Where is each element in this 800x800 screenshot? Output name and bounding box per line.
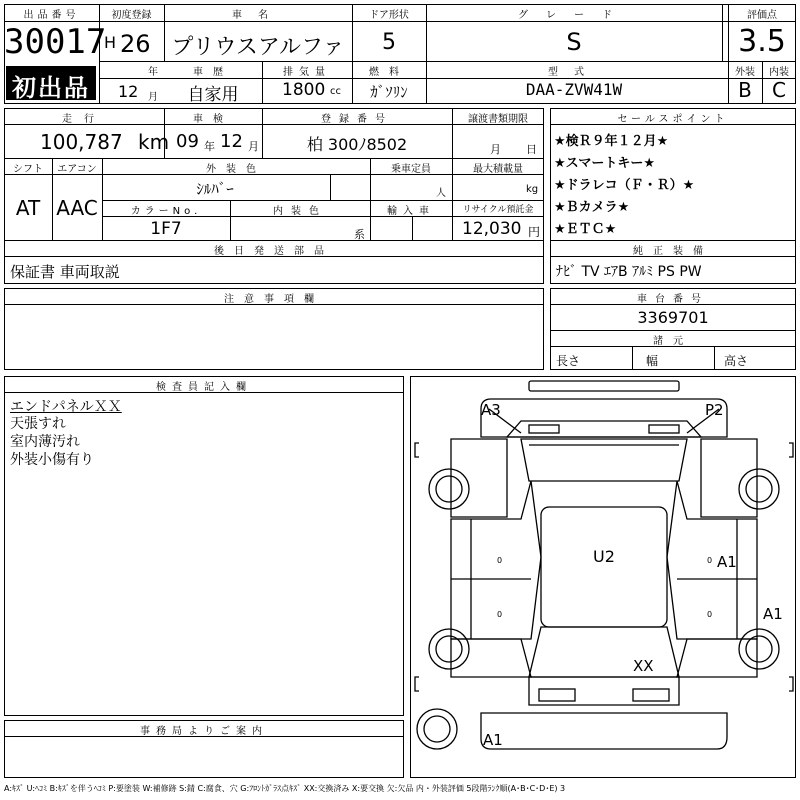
shift: AT xyxy=(15,196,41,220)
ext-color: ｼﾙﾊﾞｰ xyxy=(196,180,234,198)
transfer-day-unit: 日 xyxy=(526,143,537,156)
color-no-label: カラーNo. xyxy=(130,206,202,217)
svg-text:0: 0 xyxy=(497,610,503,619)
sales-point: ★ドラレコ（Ｆ・Ｒ）★ xyxy=(554,178,695,193)
transfer-month-unit: 月 xyxy=(490,143,501,156)
max-load-label: 最大積載量 xyxy=(473,164,523,175)
plate-label: 登録番号 xyxy=(321,114,393,125)
caution-label: 注意事項欄 xyxy=(224,294,324,305)
displacement: 1800 xyxy=(282,80,326,100)
reg-month: 12 xyxy=(118,82,139,101)
damage-mark-rear-bumper: A1 xyxy=(483,731,503,749)
inspection-month-unit: 月 xyxy=(248,140,259,153)
transfer-label: 譲渡書類期限 xyxy=(468,114,528,125)
inspection-year: 09 xyxy=(176,131,199,152)
reg-year-unit: 年 xyxy=(148,67,158,78)
model: DAA-ZVW41W xyxy=(525,80,623,99)
mileage-label: 走行 xyxy=(62,114,106,125)
sales-point: ★検Ｒ９年１２月★ xyxy=(554,134,669,149)
recycle-amount: 12,030 xyxy=(462,219,522,239)
width-label: 幅 xyxy=(646,354,659,368)
car-outline xyxy=(411,377,797,779)
history-label: 車歴 xyxy=(193,67,233,78)
equipment: ﾅﾋﾞ TV ｴｱB ｱﾙﾐ PS PW xyxy=(556,264,702,280)
inspector-note: 天張すれ xyxy=(10,416,66,432)
mileage: 100,787 xyxy=(40,130,123,154)
car-name: プリウスアルファ xyxy=(171,35,345,60)
exterior-label: 外装 xyxy=(735,67,755,78)
import-label: 輸入車 xyxy=(387,206,435,217)
int-color-unit: 系 xyxy=(354,228,365,241)
car-name-label: 車名 xyxy=(232,10,284,21)
reg-year: 26 xyxy=(120,30,151,58)
ac: AAC xyxy=(56,196,98,220)
first-listing-text: 初出品 xyxy=(12,74,90,102)
ac-label: エアコン xyxy=(57,164,97,175)
displacement-label: 排気量 xyxy=(283,67,331,78)
interior-label: 内装 xyxy=(769,67,789,78)
equipment-label: 純正装備 xyxy=(633,246,713,257)
legend: A:ｷｽﾞ U:ﾍｺﾐ B:ｷｽﾞを伴うﾍｺﾐ P:要塗装 W:補修跡 S:錆 C:腐食、穴 G:ﾌﾛﾝﾄｶﾞﾗｽ点ｷｽﾞ XX:交換済み X:要交換 欠:欠品 内・外装評価 5段階ﾗﾝｸ順(A･B･C･D･E) 3 xyxy=(4,784,566,793)
inspector-label: 検査員記入欄 xyxy=(156,382,252,393)
svg-text:0: 0 xyxy=(707,556,713,565)
inspector-note: エンドパネルＸＸ xyxy=(10,399,122,415)
inspector-note: 室内薄汚れ xyxy=(10,434,80,450)
capacity-label: 乗車定員 xyxy=(391,164,431,175)
later-parts: 保証書 車両取説 xyxy=(10,263,120,281)
specs-label: 諸元 xyxy=(653,336,693,347)
grade-label: グレード xyxy=(518,10,630,21)
ext-color-label: 外装色 xyxy=(206,164,266,175)
shift-label: シフト xyxy=(13,164,43,175)
sales-points-list xyxy=(550,126,796,240)
sales-point: ★ＥＴＣ★ xyxy=(554,222,617,237)
reg-era: H xyxy=(104,33,117,52)
lot-no-label: 出品番号 xyxy=(23,10,80,21)
int-color-label: 内装色 xyxy=(273,206,327,217)
displacement-unit: cc xyxy=(330,86,341,97)
reg-month-unit: 月 xyxy=(148,92,158,103)
svg-text:0: 0 xyxy=(497,556,503,565)
max-load-unit: kg xyxy=(526,184,539,195)
model-label: 型式 xyxy=(548,67,600,78)
chassis-number: 3369701 xyxy=(637,308,709,327)
car-diagram xyxy=(410,376,796,778)
grade: S xyxy=(566,28,582,56)
exterior-score: B xyxy=(738,78,752,102)
later-parts-label: 後日発送部品 xyxy=(214,246,334,257)
recycle-label: リサイクル預託金 xyxy=(462,205,534,215)
inspection-month: 12 xyxy=(220,131,243,152)
sales-point: ★Ｂカメラ★ xyxy=(554,200,630,215)
capacity-unit: 人 xyxy=(436,188,446,199)
inspector-note: 外装小傷有り xyxy=(10,452,94,468)
inspection-label: 車検 xyxy=(193,114,233,125)
sales-points-label: セールスポイント xyxy=(617,114,729,125)
damage-mark-right-quarter: A1 xyxy=(763,605,783,623)
sales-point: ★スマートキー★ xyxy=(554,156,656,171)
history: 自家用 xyxy=(187,85,239,105)
svg-text:0: 0 xyxy=(707,610,713,619)
interior-score: C xyxy=(772,78,786,102)
inspection-year-unit: 年 xyxy=(204,140,215,153)
color-no: 1F7 xyxy=(150,219,182,239)
length-label: 長さ xyxy=(556,354,581,368)
damage-mark-roof: U2 xyxy=(593,547,615,566)
damage-mark-front-left: A3 xyxy=(481,401,501,419)
office-label: 事務局よりご案内 xyxy=(140,726,268,737)
door-type: 5 xyxy=(382,30,396,55)
score: 3.5 xyxy=(738,24,786,59)
fuel-label: 燃料 xyxy=(369,67,409,78)
damage-mark-rear-panel: XX xyxy=(633,657,654,675)
mileage-unit: km xyxy=(138,130,170,154)
chassis-label: 車台番号 xyxy=(637,294,709,305)
damage-mark-front-right: P2 xyxy=(705,401,724,419)
recycle-unit: 円 xyxy=(528,225,541,239)
damage-mark-right-door: A1 xyxy=(717,553,737,571)
door-label: ドア形状 xyxy=(369,10,409,21)
plate-number: 柏 300ﾉ8502 xyxy=(306,135,408,154)
first-reg-label: 初度登録 xyxy=(111,10,152,21)
lot-no: 30017 xyxy=(4,22,107,62)
height-label: 高さ xyxy=(724,354,749,368)
score-label: 評価点 xyxy=(747,10,777,21)
fuel: ｶﾞｿﾘﾝ xyxy=(370,83,408,101)
